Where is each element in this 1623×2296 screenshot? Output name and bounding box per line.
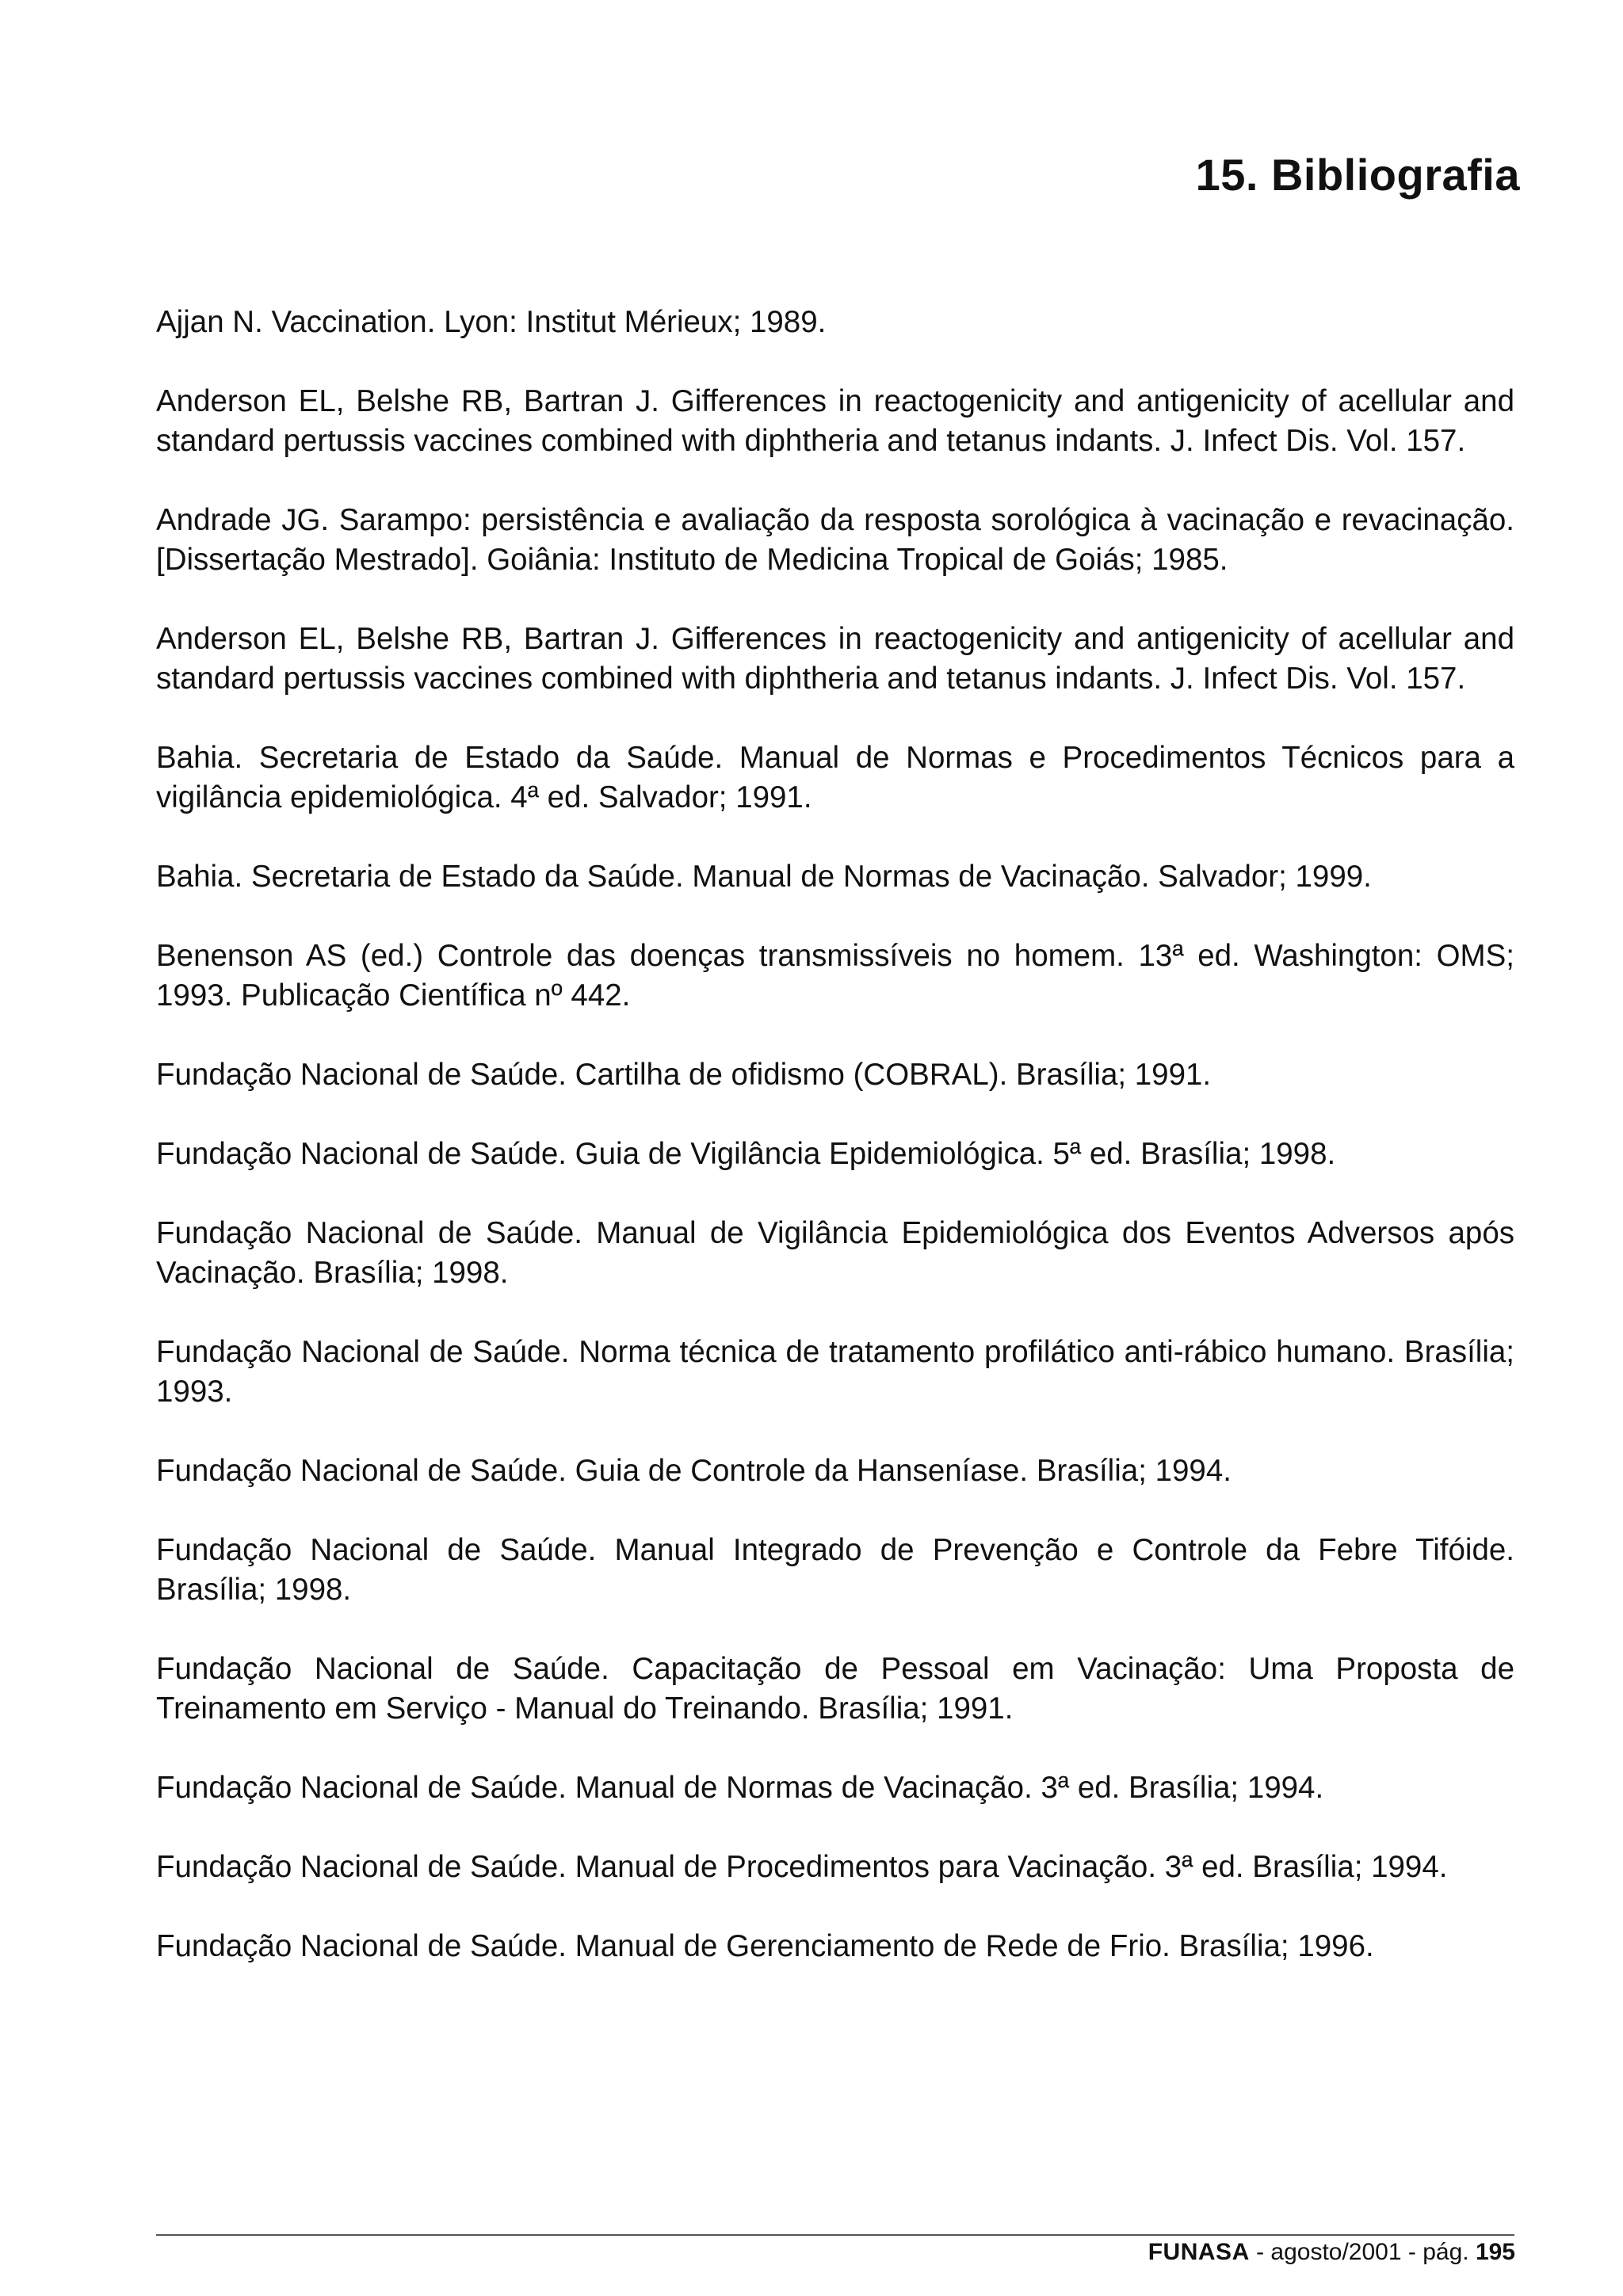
footer-org: FUNASA xyxy=(1148,2239,1250,2265)
bibliography-list xyxy=(156,303,1514,2006)
bibliography-entry: Anderson EL, Belshe RB, Bartran J. Gifferences in reactogenicity and antigenicity of acellular and standard pertussis vaccines combined with diphtheria and tetanus indants. J. Infect Dis. Vol. 157. xyxy=(156,384,1514,458)
bibliography-entry: Bahia. Secretaria de Estado da Saúde. Manual de Normas de Vacinação. Salvador; 1999. xyxy=(156,860,1372,894)
bibliography-entry: Fundação Nacional de Saúde. Guia de Vigilância Epidemiológica. 5ª ed. Brasília; 1998. xyxy=(156,1137,1336,1171)
page-number: 195 xyxy=(1475,2239,1515,2265)
bibliography-entry: Fundação Nacional de Saúde. Guia de Controle da Hanseníase. Brasília; 1994. xyxy=(156,1454,1232,1488)
bibliography-entry: Anderson EL, Belshe RB, Bartran J. Gifferences in reactogenicity and antigenicity of acellular and standard pertussis vaccines combined with diphtheria and tetanus indants. J. Infect Dis. Vol. 157. xyxy=(156,622,1514,696)
bibliography-entry: Fundação Nacional de Saúde. Norma técnica de tratamento profilático anti-rábico humano. Brasília; 1993. xyxy=(156,1335,1514,1409)
bibliography-entry: Fundação Nacional de Saúde. Cartilha de ofidismo (COBRAL). Brasília; 1991. xyxy=(156,1058,1212,1092)
bibliography-entry: Fundação Nacional de Saúde. Capacitação de Pessoal em Vacinação: Uma Proposta de Treinamento em Serviço - Manual do Treinando. Brasília; 1991. xyxy=(156,1652,1514,1726)
bibliography-entry: Fundação Nacional de Saúde. Manual de Vigilância Epidemiológica dos Eventos Adversos após Vacinação. Brasília; 1998. xyxy=(156,1216,1514,1290)
bibliography-entry: Fundação Nacional de Saúde. Manual Integrado de Prevenção e Controle da Febre Tifóide. Brasília; 1998. xyxy=(156,1533,1514,1607)
bibliography-entry: Bahia. Secretaria de Estado da Saúde. Manual de Normas e Procedimentos Técnicos para a vigilância epidemiológica. 4ª ed. Salvador; 1991. xyxy=(156,741,1514,814)
bibliography-entry: Ajjan N. Vaccination. Lyon: Institut Mérieux; 1989. xyxy=(156,305,827,339)
bibliography-entry: Andrade JG. Sarampo: persistência e avaliação da resposta sorológica à vacinação e revacinação. [Dissertação Mestrado]. Goiânia: Instituto de Medicina Tropical de Goiás; 1985. xyxy=(156,503,1514,577)
bibliography-entry: Fundação Nacional de Saúde. Manual de Gerenciamento de Rede de Frio. Brasília; 1996. xyxy=(156,1929,1374,1963)
bibliography-entry: Fundação Nacional de Saúde. Manual de Normas de Vacinação. 3ª ed. Brasília; 1994. xyxy=(156,1771,1324,1805)
bibliography-entry: Fundação Nacional de Saúde. Manual de Procedimentos para Vacinação. 3ª ed. Brasília; 1994. xyxy=(156,1850,1448,1884)
footer-divider xyxy=(156,2234,1514,2236)
footer-date: - agosto/2001 - pág. xyxy=(1249,2239,1476,2265)
bibliography-entry: Benenson AS (ed.) Controle das doenças transmissíveis no homem. 13ª ed. Washington: OMS; 1993. Publicação Científica nº 442. xyxy=(156,939,1514,1013)
page-footer xyxy=(1148,2239,1515,2266)
page-title: 15. Bibliografia xyxy=(1195,150,1520,200)
